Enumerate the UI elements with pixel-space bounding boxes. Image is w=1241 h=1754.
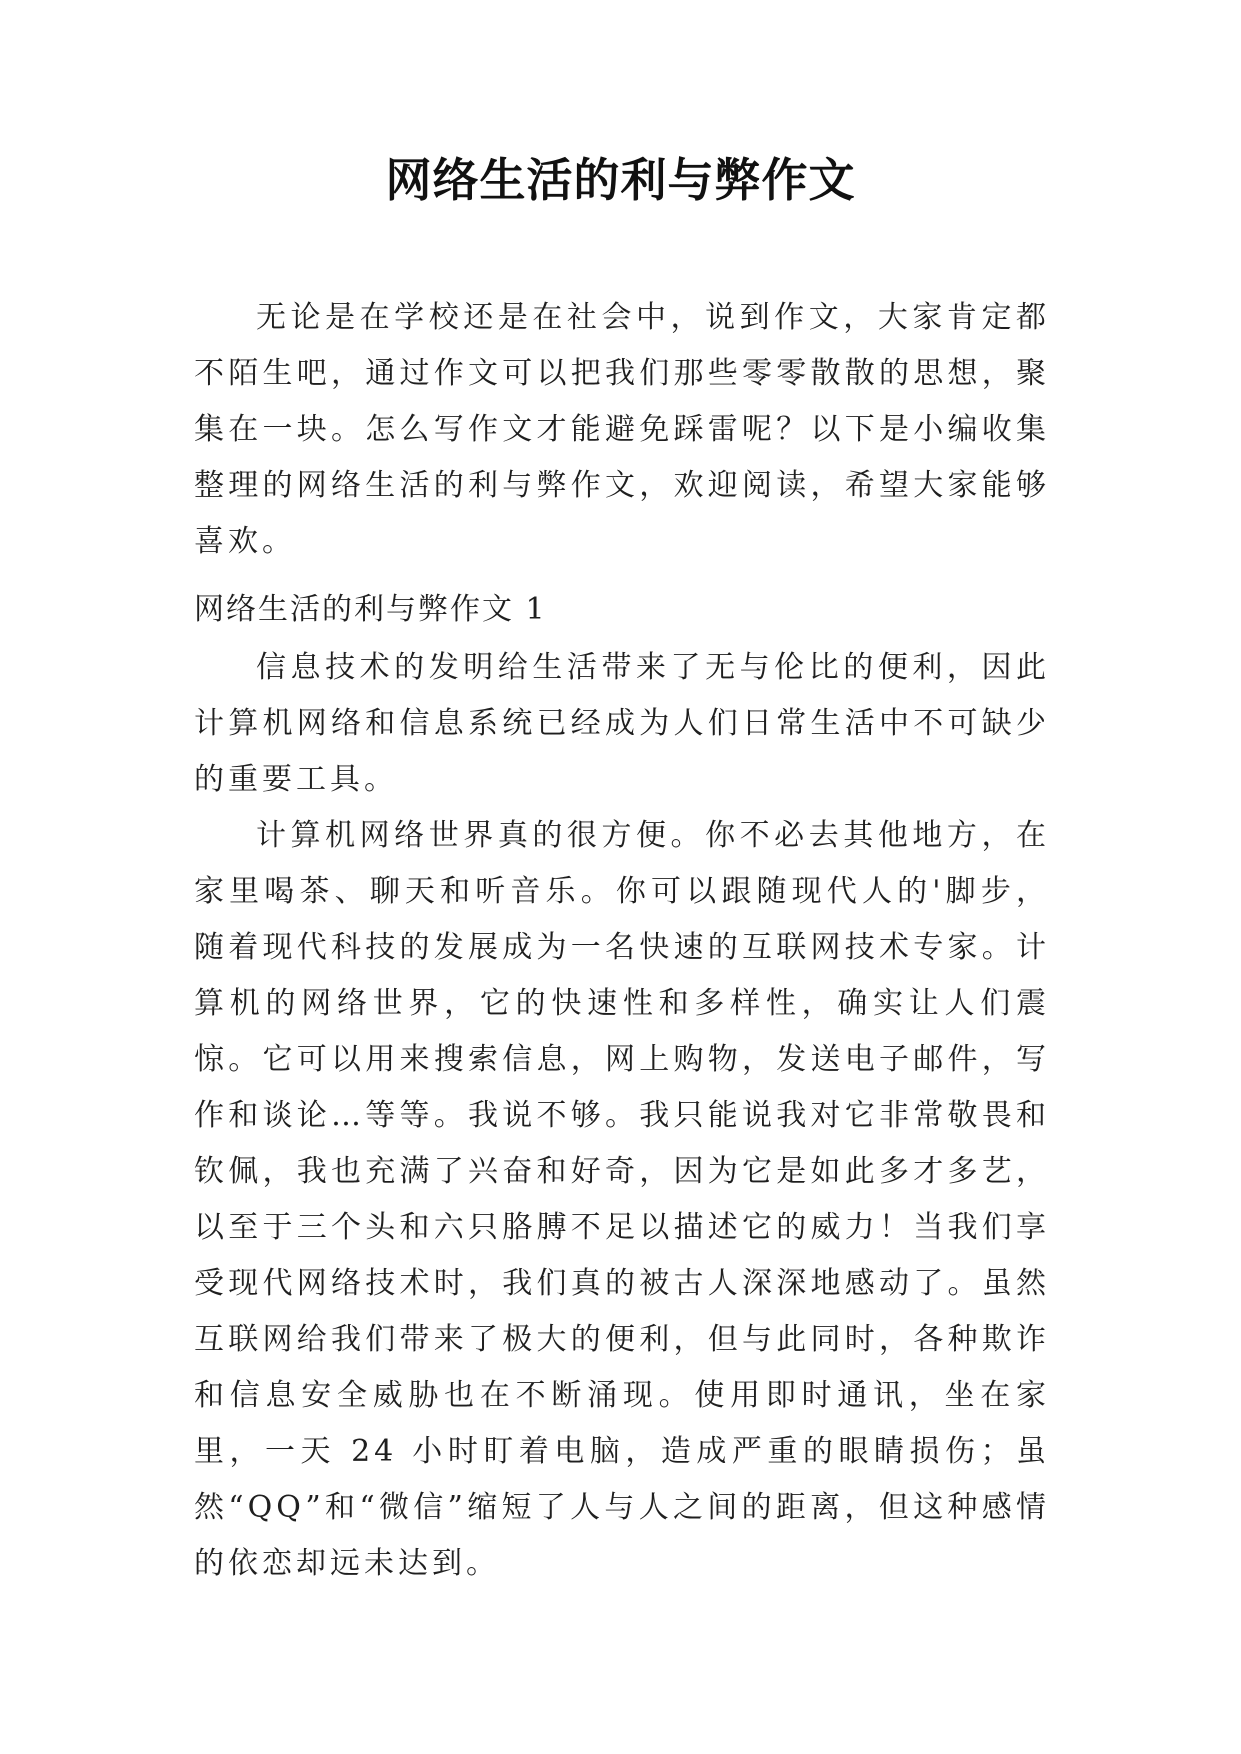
document-title: 网络生活的利与弊作文 (385, 153, 856, 207)
intro-paragraph: 无论是在学校还是在社会中，说到作文，大家肯定都不陌生吧，通过作文可以把我们那些零零散散的思想，聚集在一块。怎么写作文才能避免踩雷呢？以下是小编收集整理的网络生活的利与弊作文，欢迎阅读，希望大家能够喜欢。 (194, 300, 1050, 559)
body-paragraph-2: 计算机网络世界真的很方便。你不必去其他地方，在家里喝茶、聊天和听音乐。你可以跟随现代人的'脚步，随着现代科技的发展成为一名快速的互联网技术专家。计算机的网络世界，它的快速性和多样性，确实让人们震惊。它可以用来搜索信息，网上购物，发送电子邮件，写作和谈论…等等。我说不够。我只能说我对它非常敬畏和钦佩，我也充满了兴奋和好奇，因为它是如此多才多艺，以至于三个头和六只胳膊不足以描述它的威力！当我们享受现代网络技术时，我们真的被古人深深地感动了。虽然互联网给我们带来了极大的便利，但与此同时，各种欺诈和信息安全威胁也在不断涌现。使用即时通讯，坐在家里，一天 24 小时盯着电脑，造成严重的眼睛损伤；虽然“QQ”和“微信”缩短了人与人之间的距离，但这种感情的依恋却远未达到。 (194, 818, 1050, 1581)
section-heading: 网络生活的利与弊作文 1 (194, 592, 547, 627)
body-paragraph-1: 信息技术的发明给生活带来了无与伦比的便利，因此计算机网络和信息系统已经成为人们日常生活中不可缺少的重要工具。 (194, 650, 1050, 797)
